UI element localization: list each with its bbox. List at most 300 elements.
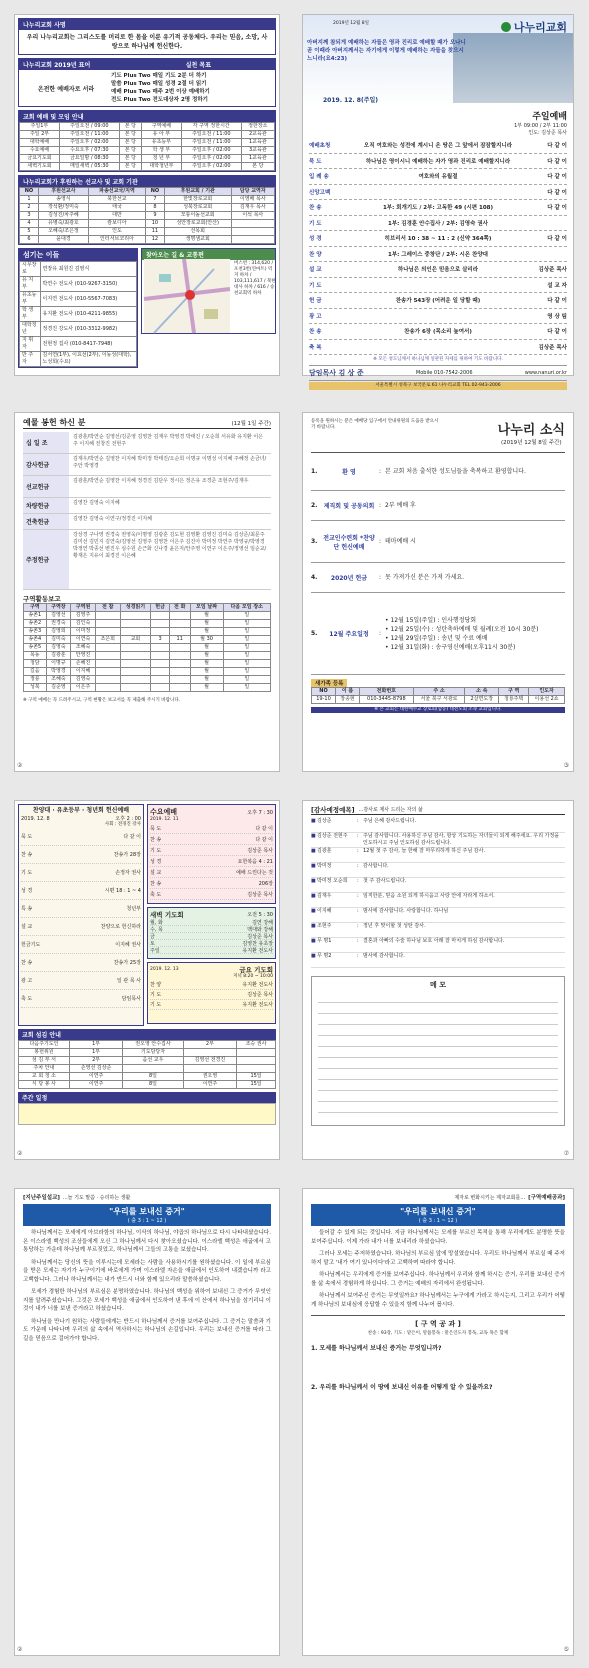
- table-cell: 유 지 부: [20, 277, 41, 292]
- table-cell: 식 당 봉 사: [19, 1081, 70, 1089]
- order-person: 다 같 이: [547, 174, 567, 181]
- service-item: 찬 양: [150, 982, 162, 988]
- thanks-text: 주님 감사합니다. 사용하신 주님 감사, 항상 기도하는 자녀들이 되게 해주세요. 우리 가정을 인도하시고 주님 인도하심 감사드립니다.: [363, 833, 560, 846]
- table-cell: 대만: [88, 212, 145, 220]
- table-cell: 1부: [69, 1049, 122, 1057]
- lesson-label: 제자로 변화시키는 제자교회를...: [454, 1194, 526, 1201]
- order-person: 김상준 목사: [538, 344, 567, 351]
- sermon-body: [23, 1229, 271, 1343]
- table-cell: [237, 1057, 276, 1065]
- goals-list: [111, 72, 273, 104]
- table-cell: [237, 1065, 276, 1073]
- table-cell: 주일오후 / 02:00: [181, 163, 241, 171]
- table-cell: [95, 644, 120, 652]
- pastor-bar: [309, 365, 567, 381]
- service-row: [150, 867, 273, 878]
- offering-names: 강상경 구나영 권경숙 권영욱/이명영 김광훈 김도현 김영환 김영진 김미숙 김상준/최문주 김미선 김민지 김연숙/김영선 김영주 김영찬 이은주 김진아 박미정 박연주 박영규/박영경 박정연 박종선 변진우 심수원 손근화 신나경 윤은지/안주영 이연구 이은주/정영선 임순교/황재은 지유이 최경진 이은혜: [73, 532, 267, 559]
- lesson-question: 1. 모세를 하나님께서 보내신 증거는 무엇입니까?: [311, 1345, 442, 1352]
- column-header: 후원선교사: [38, 188, 88, 196]
- service-row: [21, 954, 141, 972]
- table-row: [20, 196, 275, 204]
- thanks-text: 범사에 감사합니다.: [363, 953, 405, 959]
- table-row: [20, 163, 275, 171]
- table-cell: 주일오전 / 11:00: [59, 131, 119, 139]
- table-cell: 김미숙: [46, 636, 71, 644]
- table-cell: 유 아 부: [141, 131, 181, 139]
- order-row: [309, 293, 567, 309]
- thanks-row: ■ 무 명1 : 결혼과 아빠의 수술 하나님 보호 아래 잘 마치게 하심 감사합니다.: [311, 938, 565, 953]
- table-cell: [120, 684, 151, 692]
- table-cell: 새벽기도회: [20, 163, 60, 171]
- page-1: [14, 14, 280, 376]
- table-cell: [151, 676, 170, 684]
- service-person: 청년부: [126, 906, 141, 912]
- table-cell: [169, 652, 190, 660]
- order-row: [309, 324, 567, 340]
- thanks-row: ■ 김광훈 : 12월 첫 주 감사, 늘 한해 잘 마무리하게 하신 주님 감사.: [311, 848, 565, 863]
- service-person: 일 관 목 사: [116, 978, 141, 984]
- table-row: [24, 612, 271, 620]
- news-text: 테마예배 시: [385, 538, 416, 545]
- news-footer: ※ 본 교회는 대한예수교 장로회(합동) 대전노회 소속 교회입니다.: [311, 707, 565, 713]
- table-cell: 길음: [24, 668, 47, 676]
- table-cell: 일: [223, 636, 270, 644]
- lesson-questions-box: [311, 1315, 565, 1391]
- table-cell: 유지환 전도사 (010-4211-9855): [40, 307, 136, 322]
- table-cell: [120, 652, 151, 660]
- news-text: 본 교회 처음 출석한 성도님들을 축복하고 환영합니다.: [385, 468, 526, 475]
- table-cell: 3: [151, 636, 170, 644]
- service-row: [150, 889, 273, 900]
- service-person: 담임목사: [121, 996, 141, 1002]
- table-cell: 오혜숙/조은정: [38, 228, 88, 236]
- map-box: [141, 248, 276, 334]
- table-cell: 정릉: [24, 676, 47, 684]
- thanks-row: ■ 김상준 : 주님 은혜 감사드립니다.: [311, 818, 565, 833]
- service-item: 기 도: [150, 992, 162, 998]
- worship-title: 교회 예배 및 모임 안내: [19, 111, 275, 122]
- news-number: 1.: [311, 468, 318, 475]
- column-header: NO: [20, 188, 39, 196]
- thanks-text: 첫 주 감사드립니다.: [363, 878, 407, 884]
- table-row: [20, 236, 275, 244]
- offering-names: 김영찬 김영숙 이지혜: [73, 500, 120, 506]
- memo-line: [318, 992, 558, 1003]
- table-cell: 교 회 청 소: [19, 1073, 70, 1081]
- table-row: [24, 676, 271, 684]
- church-name: 나누리교회: [513, 21, 567, 34]
- weekly-schedule: [18, 1103, 276, 1125]
- table-cell: 1교육관: [241, 155, 274, 163]
- youth-time: 오후 2 : 00: [115, 816, 141, 822]
- table-row: [24, 660, 271, 668]
- thanks-name: 무 명2: [317, 953, 332, 959]
- table-cell: 김인숙: [71, 620, 96, 628]
- table-cell: 대학청년부: [141, 163, 181, 171]
- table-row: [20, 131, 275, 139]
- service-row: [21, 828, 141, 846]
- table-header: [24, 604, 271, 612]
- table-cell: 7: [145, 196, 164, 204]
- table-cell: 송촌2: [24, 620, 47, 628]
- wed-time: 오후 7 : 30: [247, 809, 273, 816]
- service-item: 특 송: [21, 906, 33, 912]
- thanks-row: ■ 김상준 전현주 : 주님 감사합니다. 사용하신 주님 감사, 항상 기도하는 자녀들이 되게 해주세요. 우리 가정을 인도하시고 주님 인도하심 감사드립니다.: [311, 833, 565, 848]
- service-item: 기 도: [21, 870, 33, 876]
- table-cell: 일: [223, 684, 270, 692]
- order-label: 기 도: [309, 220, 322, 227]
- staff-box: [18, 248, 138, 368]
- table-cell: 10: [145, 220, 164, 228]
- table-cell: 본 당: [119, 163, 141, 171]
- register-intro: 등록을 원하시는 분은 예배당 입구에서 안내위원의 도움을 받으시기 바랍니다.: [311, 419, 439, 430]
- serve-table: [18, 1040, 276, 1089]
- service-person: 맥대와 강해: [247, 926, 273, 933]
- order-person: 다 같 이: [547, 329, 567, 336]
- family-title: 새가족 등록: [311, 679, 347, 687]
- table-cell: 조혜숙: [46, 676, 71, 684]
- order-row: [309, 309, 567, 325]
- service-row: [150, 947, 273, 954]
- table-cell: 각 구역 정한시간: [181, 123, 241, 131]
- table-row: [20, 212, 275, 220]
- table-cell: 김성진/차주혜: [38, 212, 88, 220]
- zone-table: [23, 603, 271, 692]
- table-cell: 1: [20, 196, 39, 204]
- page-4: [302, 412, 574, 772]
- memo-line: [318, 1014, 558, 1025]
- news-text: • 12월 15일(주일) : 인사행정당회 • 12월 25일(수) : 성탄축하예배 및 월례(오전 10시 30분) • 12월 29일(주일) : 송년 및 수료 예배 • 12월 31일(화) : 송구영신예배(오후11시 30분): [385, 616, 539, 651]
- page-6: [302, 800, 574, 1160]
- missions-title: 나누리교회가 후원하는 선교사 및 교회 기관: [19, 176, 275, 187]
- table-cell: [95, 620, 120, 628]
- memo-line: [318, 1047, 558, 1058]
- table-cell: 정한장소: [241, 123, 274, 131]
- column-header: 이 름: [336, 688, 360, 696]
- table-cell: 장석환/정미숙: [38, 204, 88, 212]
- header-verse: 아버지께 참되게 예배하는 자들은 영과 진리로 예배할 때가 오나니 곧 이때라 아버지께서는 자기에게 이렇게 예배하는 자들을 찾으시느니라(요4:23): [307, 40, 466, 62]
- memo-title: 메 모: [430, 981, 446, 989]
- thanks-name: 김광훈: [317, 848, 332, 854]
- table-cell: 이연주: [69, 1081, 122, 1089]
- table-row: [20, 262, 137, 277]
- table-row: [19, 1073, 276, 1081]
- worship-table: [19, 122, 275, 171]
- order-label: 헌 금: [309, 298, 322, 305]
- table-row: [24, 644, 271, 652]
- service-row: [21, 900, 141, 918]
- youth-leader: 사회 : 전경진 강사: [104, 822, 141, 827]
- church-logo-icon: [501, 22, 511, 32]
- news-item: 2. 제직회 및 공동의회 : 2부 예배 후: [311, 491, 565, 521]
- service-row: [21, 864, 141, 882]
- table-cell: [123, 1065, 184, 1073]
- table-cell: [169, 668, 190, 676]
- table-cell: 구역예배: [141, 123, 181, 131]
- thanks-text: 주님 은혜 감사드립니다.: [363, 818, 417, 824]
- table-cell: 이연주: [69, 1073, 122, 1081]
- table-cell: [95, 652, 120, 660]
- table-cell: 이지혜: [71, 668, 96, 676]
- service-person: 찬송가 28장: [113, 852, 141, 858]
- news-number: 2.: [311, 502, 318, 509]
- table-cell: 본 당: [119, 123, 141, 131]
- news-text: 2부 예배 후: [385, 502, 416, 509]
- lesson-question: 2. 우리를 하나님께서 이 땅에 보내신 이유를 어떻게 알 수 있을까요?: [311, 1384, 493, 1391]
- table-cell: 월 30: [190, 636, 223, 644]
- table-cell: 이연숙: [71, 636, 96, 644]
- service-item: 월, 화: [150, 919, 163, 926]
- table-cell: 3교육관: [241, 147, 274, 155]
- page-8: [302, 1188, 574, 1656]
- thanks-name: 김재우: [317, 893, 332, 899]
- thanks-text: 결혼과 아빠의 수술 하나님 보호 아래 잘 마치게 하심 감사합니다.: [363, 938, 505, 944]
- service-person: 김상준 목사: [247, 891, 273, 898]
- table-cell: 이석 목사: [231, 212, 274, 220]
- fri-head: 금요 기도회: [239, 966, 273, 974]
- service-row: [150, 834, 273, 845]
- news-list: [311, 452, 565, 675]
- thanks-row: ■ 무 명2 : 범사에 감사합니다.: [311, 953, 565, 968]
- table-cell: [151, 660, 170, 668]
- fri-service: [147, 962, 276, 1024]
- service-person: 다 같 이: [255, 836, 273, 843]
- memo-line: [318, 1102, 558, 1113]
- order-label: 입 례 송: [309, 174, 329, 181]
- column-header: 구 역: [499, 688, 529, 696]
- fri-time: 저녁 8:20 ~ 10:00: [233, 974, 273, 979]
- offering-names: 김영찬 김영숙 이연구/정경진 이지혜: [73, 516, 152, 522]
- table-cell: 월: [190, 676, 223, 684]
- sermon-label2: ...늘 기도 말씀 · 승리하는 생활: [62, 1194, 131, 1201]
- zone-footnote: ※ 구역 예배는 꼭 드려주시고, 구역 현황은 보고서를 꼭 제출해 주시기 바랍니다.: [23, 698, 181, 703]
- lesson-q-intro: 찬송 : 93장, 기도 : 맡은이, 말씀봉독 : 맡은인도자 봉독, 교독 목은 함께: [367, 1331, 509, 1336]
- order-content: 찬송가 6장 (목소리 높여서): [404, 329, 472, 336]
- table-cell: 김광훈: [46, 652, 71, 660]
- table-cell: [169, 676, 190, 684]
- table-row: [20, 220, 275, 228]
- service-person: 찬송가 25장: [113, 960, 141, 966]
- news-item: 3. 전교인수련회 *찬양단 헌신예배 : 테마예배 시: [311, 521, 565, 563]
- thanks-name: 김상준 전현주: [317, 833, 348, 839]
- table-cell: [95, 612, 120, 620]
- paragraph: 들어갈 수 있게 되는 것입니다. 지금 하나님께서는 모세를 부르신 목적을 통해 우리에게도 분명한 뜻을 보여주십니다. 이제 가라 내가 너를 보내리라 하셨습니다.: [311, 1230, 565, 1245]
- offering-row: [23, 530, 271, 590]
- table-cell: [95, 668, 120, 676]
- table-cell: [151, 644, 170, 652]
- order-person: 김상준 목사: [538, 267, 567, 274]
- table-cell: 15일: [237, 1081, 276, 1089]
- column-header: 전 참: [95, 604, 120, 612]
- table-cell: [183, 1049, 236, 1057]
- table-cell: 일: [223, 644, 270, 652]
- table-cell: 일: [223, 660, 270, 668]
- paragraph: 하나님께서는 우리에게 증거를 보여주십니다. 하나님께서 우리와 함께 하시는 증거, 우리를 보내신 증거를 삶 속에서 경험하게 하십니다. 그 증거는 예배의 자리에서 완성됩니다.: [311, 1272, 565, 1287]
- church-website[interactable]: www.nanuri.or.kr: [524, 370, 567, 376]
- table-cell: 송촌4: [24, 636, 47, 644]
- table-cell: 김영숙: [46, 644, 71, 652]
- table-cell: 일: [223, 620, 270, 628]
- table-cell: 청담: [24, 660, 47, 668]
- table-cell: 김재우 목사: [231, 204, 274, 212]
- table-cell: 본 당: [119, 139, 141, 147]
- service-row: [21, 846, 141, 864]
- service-person: 김연 강해: [252, 919, 273, 926]
- table-cell: 월: [190, 652, 223, 660]
- table-cell: 유초등부: [20, 292, 41, 307]
- thanks-text: 범사에 감사합니다. 사랑합니다. 하나님: [363, 908, 449, 914]
- table-cell: 주일오전 / 11:00: [181, 131, 241, 139]
- table-cell: 2살면도장: [465, 696, 499, 704]
- header-date-small: 2019년 12월 8일: [333, 21, 369, 26]
- table-cell: 북한선교: [88, 196, 145, 204]
- lesson-body: [311, 1229, 565, 1309]
- table-cell: 주일1부: [20, 123, 60, 131]
- news-text: 못 가져가신 분은 가져 가세요.: [385, 574, 465, 581]
- service-row: [150, 845, 273, 856]
- youth-order: [21, 828, 141, 1008]
- order-content: 하나님은 영이시니 예배하는 자가 영과 진리로 예배할지니라: [365, 158, 511, 165]
- table-cell: 선목회: [164, 228, 231, 236]
- table-cell: 11: [169, 636, 190, 644]
- memo-line: [318, 1080, 558, 1091]
- page-5: [14, 800, 280, 1160]
- service-item: 기 도: [150, 1002, 162, 1008]
- table-cell: 8: [145, 204, 164, 212]
- column-header: 다음 모임 장소: [223, 604, 270, 612]
- table-row: [19, 1049, 276, 1057]
- news-number: 3.: [311, 538, 318, 545]
- table-cell: 일: [223, 668, 270, 676]
- table-cell: [120, 660, 151, 668]
- offering-type: 감사헌금: [23, 454, 69, 475]
- table-cell: 주일오전 / 11:00: [181, 139, 241, 147]
- youth-date: 2019. 12. 8: [21, 815, 50, 822]
- order-label: 찬 송: [309, 329, 322, 336]
- church-building: [453, 33, 573, 103]
- table-cell: 서울 북구 서광로: [413, 696, 465, 704]
- service-person: 다 같 이: [123, 834, 141, 840]
- order-label: 기 도: [309, 282, 322, 289]
- service-person: 다 같 이: [255, 825, 273, 832]
- order-content: 히브리서 10 : 38 ~ 11 : 2 (신약 364쪽): [384, 236, 492, 243]
- service-item: 광 고: [21, 978, 33, 984]
- order-label: 설 교: [309, 267, 322, 274]
- map-image: [144, 259, 230, 333]
- offering-type: 차량헌금: [23, 498, 69, 513]
- service-row: [150, 856, 273, 867]
- table-cell: [183, 1065, 236, 1073]
- order-row: [309, 262, 567, 278]
- memo-line: [318, 1003, 558, 1014]
- table-cell: 대학예배: [20, 139, 60, 147]
- youth-service: [18, 804, 144, 1026]
- table-cell: 송영식: [38, 196, 88, 204]
- table-cell: 조은희: [95, 636, 120, 644]
- service-item: 축 도: [150, 891, 162, 898]
- thanks-title: [감사예정예목]: [311, 806, 355, 814]
- table-cell: 다음주기도인: [19, 1041, 70, 1049]
- table-cell: 음선 교우: [123, 1057, 184, 1065]
- thanks-row: ■ 김재우 : 임직한분, 믿음 소원 되게 하시옵고 사랑 안에 자라게 하소서.: [311, 893, 565, 908]
- table-cell: 조승 권사: [237, 1041, 276, 1049]
- goal-item: 말씀 Plus Two 매일 성경 2절 더 읽기: [111, 81, 207, 87]
- order-row: [309, 154, 567, 170]
- order-person: 다 같 이: [547, 236, 567, 243]
- map-bus: 버스번 : 314,620 / 포천3번(연마트) 역지 하차 / 103,111,617 / 북한대사 하차 / 616 / 승천교회역 하차: [234, 261, 276, 296]
- order-label: 신앙고백: [309, 189, 331, 196]
- table-cell: 19-10: [312, 696, 336, 704]
- table-cell: [95, 660, 120, 668]
- memo-line: [318, 1058, 558, 1069]
- order-label: 광 고: [309, 313, 322, 320]
- thanks-name: 박미정 오순희: [317, 878, 348, 884]
- table-cell: 월: [190, 620, 223, 628]
- vision-box: [18, 18, 276, 55]
- dawn-head: 새벽 기도회: [150, 911, 184, 919]
- table-row: [19, 1065, 276, 1073]
- column-header: 담당 교역자: [231, 188, 274, 196]
- order-row: [309, 185, 567, 201]
- table-cell: 월: [190, 644, 223, 652]
- order-content: 찬송가 543장 (어려운 일 당할 때): [395, 298, 481, 305]
- order-row: [309, 247, 567, 263]
- order-person: 다 같 이: [547, 298, 567, 305]
- table-cell: 성북장로교회: [164, 204, 231, 212]
- table-cell: 6: [20, 236, 39, 244]
- lesson-q-title: [ 구 역 공 과 ]: [415, 1320, 461, 1328]
- table-header: [312, 688, 565, 696]
- service-person: 김상준 목사: [247, 992, 273, 998]
- table-cell: [120, 612, 151, 620]
- service-item: 찬 송: [21, 852, 33, 858]
- order-person: 다 같 이: [547, 189, 567, 196]
- service-item: 축 도: [21, 996, 33, 1002]
- table-cell: 이명규: [46, 660, 71, 668]
- news-label: 제직회 및 공동의회: [323, 503, 375, 510]
- column-header: 소 속: [465, 688, 499, 696]
- service-person: 손정자 권사: [115, 870, 141, 876]
- service-row: [150, 823, 273, 834]
- table-cell: 김영희: [46, 628, 71, 636]
- dawn-service: [147, 907, 276, 959]
- goals-motto: 온전한 예배자로 서라: [37, 85, 95, 93]
- table-row: [24, 620, 271, 628]
- table-cell: [120, 676, 151, 684]
- table-cell: 2부: [183, 1041, 236, 1049]
- table-cell: [169, 628, 190, 636]
- thanks-text: 12월 첫 주 감사, 늘 한해 잘 마무리하게 하신 주님 감사.: [363, 848, 486, 854]
- news-number: 4.: [311, 574, 318, 581]
- column-header: NO: [312, 688, 336, 696]
- fri-date: 2019. 12. 13: [150, 966, 179, 972]
- page-2: [302, 14, 574, 388]
- offering-row: [23, 498, 271, 514]
- news-item: 1. 환 영 : 본 교회 처음 출석한 성도님들을 축복하고 환영합니다.: [311, 453, 565, 491]
- order-content: 1부: 그레이스 중창단 / 2부: 시온 찬양대: [388, 251, 488, 258]
- service-item: 묵 도: [21, 834, 33, 840]
- news-label: 전교인수련회 *찬양단 헌신예배: [323, 534, 375, 551]
- table-cell: 1교육관: [241, 139, 274, 147]
- table-cell: 본 당: [119, 155, 141, 163]
- table-cell: 섬 김 부 서: [19, 1057, 70, 1065]
- sermon-ref: ( 출 3 : 1 ~ 12 ): [127, 1218, 167, 1224]
- paragraph: 하나님께서 보여주신 증거는 무엇일까요? 하나님께서는 누구에게 가라고 하시는지, 그리고 우리가 어떻게 하나님의 보내심에 응답할 수 있을지 함께 나누어 봅시다.: [311, 1293, 565, 1308]
- page-number: ⑦: [563, 1150, 569, 1157]
- table-cell: [95, 628, 120, 636]
- service-title: 주일예배: [532, 112, 567, 122]
- table-cell: 인터서브코리아: [88, 236, 145, 244]
